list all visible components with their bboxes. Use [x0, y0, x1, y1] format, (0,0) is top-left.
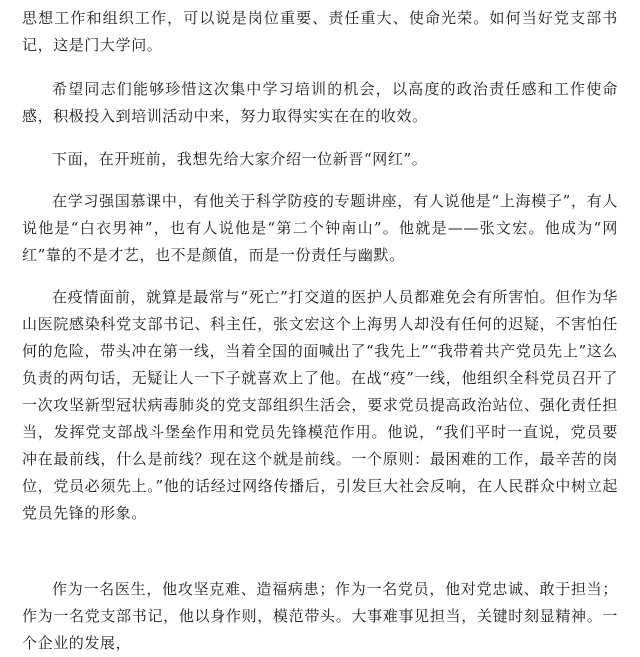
paragraph-introduce-celebrity: 下面，在开班前，我想先给大家介绍一位新晋“网红”。: [52, 150, 428, 168]
paragraph-zhang-wenhong-intro: 在学习强国慕课中，有他关于科学防疫的专题讲座，有人说他是“上海模子”，有人说他是“白衣男神”，也有人说他是“第二个钟南山”。他就是——张文宏。他成为“网红”靠的不是才艺，也不是颜值，而是一份责任与幽默。: [22, 192, 618, 264]
paragraph-doctor-party-member: 作为一名医生，他攻坚克难、造福病患；作为一名党员，他对党忠诚、敢于担当；作为一名党支部书记，他以身作则，模范带头。大事难事见担当，关键时刻显精神。一个企业的发展，: [22, 580, 618, 652]
paragraph-intro-continued: 思想工作和组织工作，可以说是岗位重要、责任重大、使命光荣。如何当好党支部书记，这是门大学问。: [22, 9, 618, 54]
paragraph-epidemic-frontline: 在疫情面前，就算是最常与“死亡”打交道的医护人员都难免会有所害怕。但作为华山医院感染科党支部书记、科主任，张文宏这个上海男人却没有任何的迟疑，不害怕任何的危险，带头冲在第一线，当着全国的面喊出了“我先上”“我带着共产党员先上”这么负责的两句话，无疑让人一下子就喜欢上了他。在战“疫”一线，他组织全科党员召开了一次攻坚新型冠状病毒肺炎的党支部组织生活会，要求党员提高政治站位、强化责任担当，发挥党支部战斗堡垒作用和党员先锋模范作用。他说，“我们平时一直说，党员要冲在最前线，什么是前线？现在这个就是前线。一个原则：最困难的工作，最辛苦的岗位，党员必须先上。”他的话经过网络传播后，引发巨大社会反响，在人民群众中树立起党员先锋的形象。: [22, 288, 618, 522]
paragraph-training-hope: 希望同志们能够珍惜这次集中学习培训的机会，以高度的政治责任感和工作使命感，积极投入到培训活动中来，努力取得实实在在的收效。: [22, 80, 618, 125]
